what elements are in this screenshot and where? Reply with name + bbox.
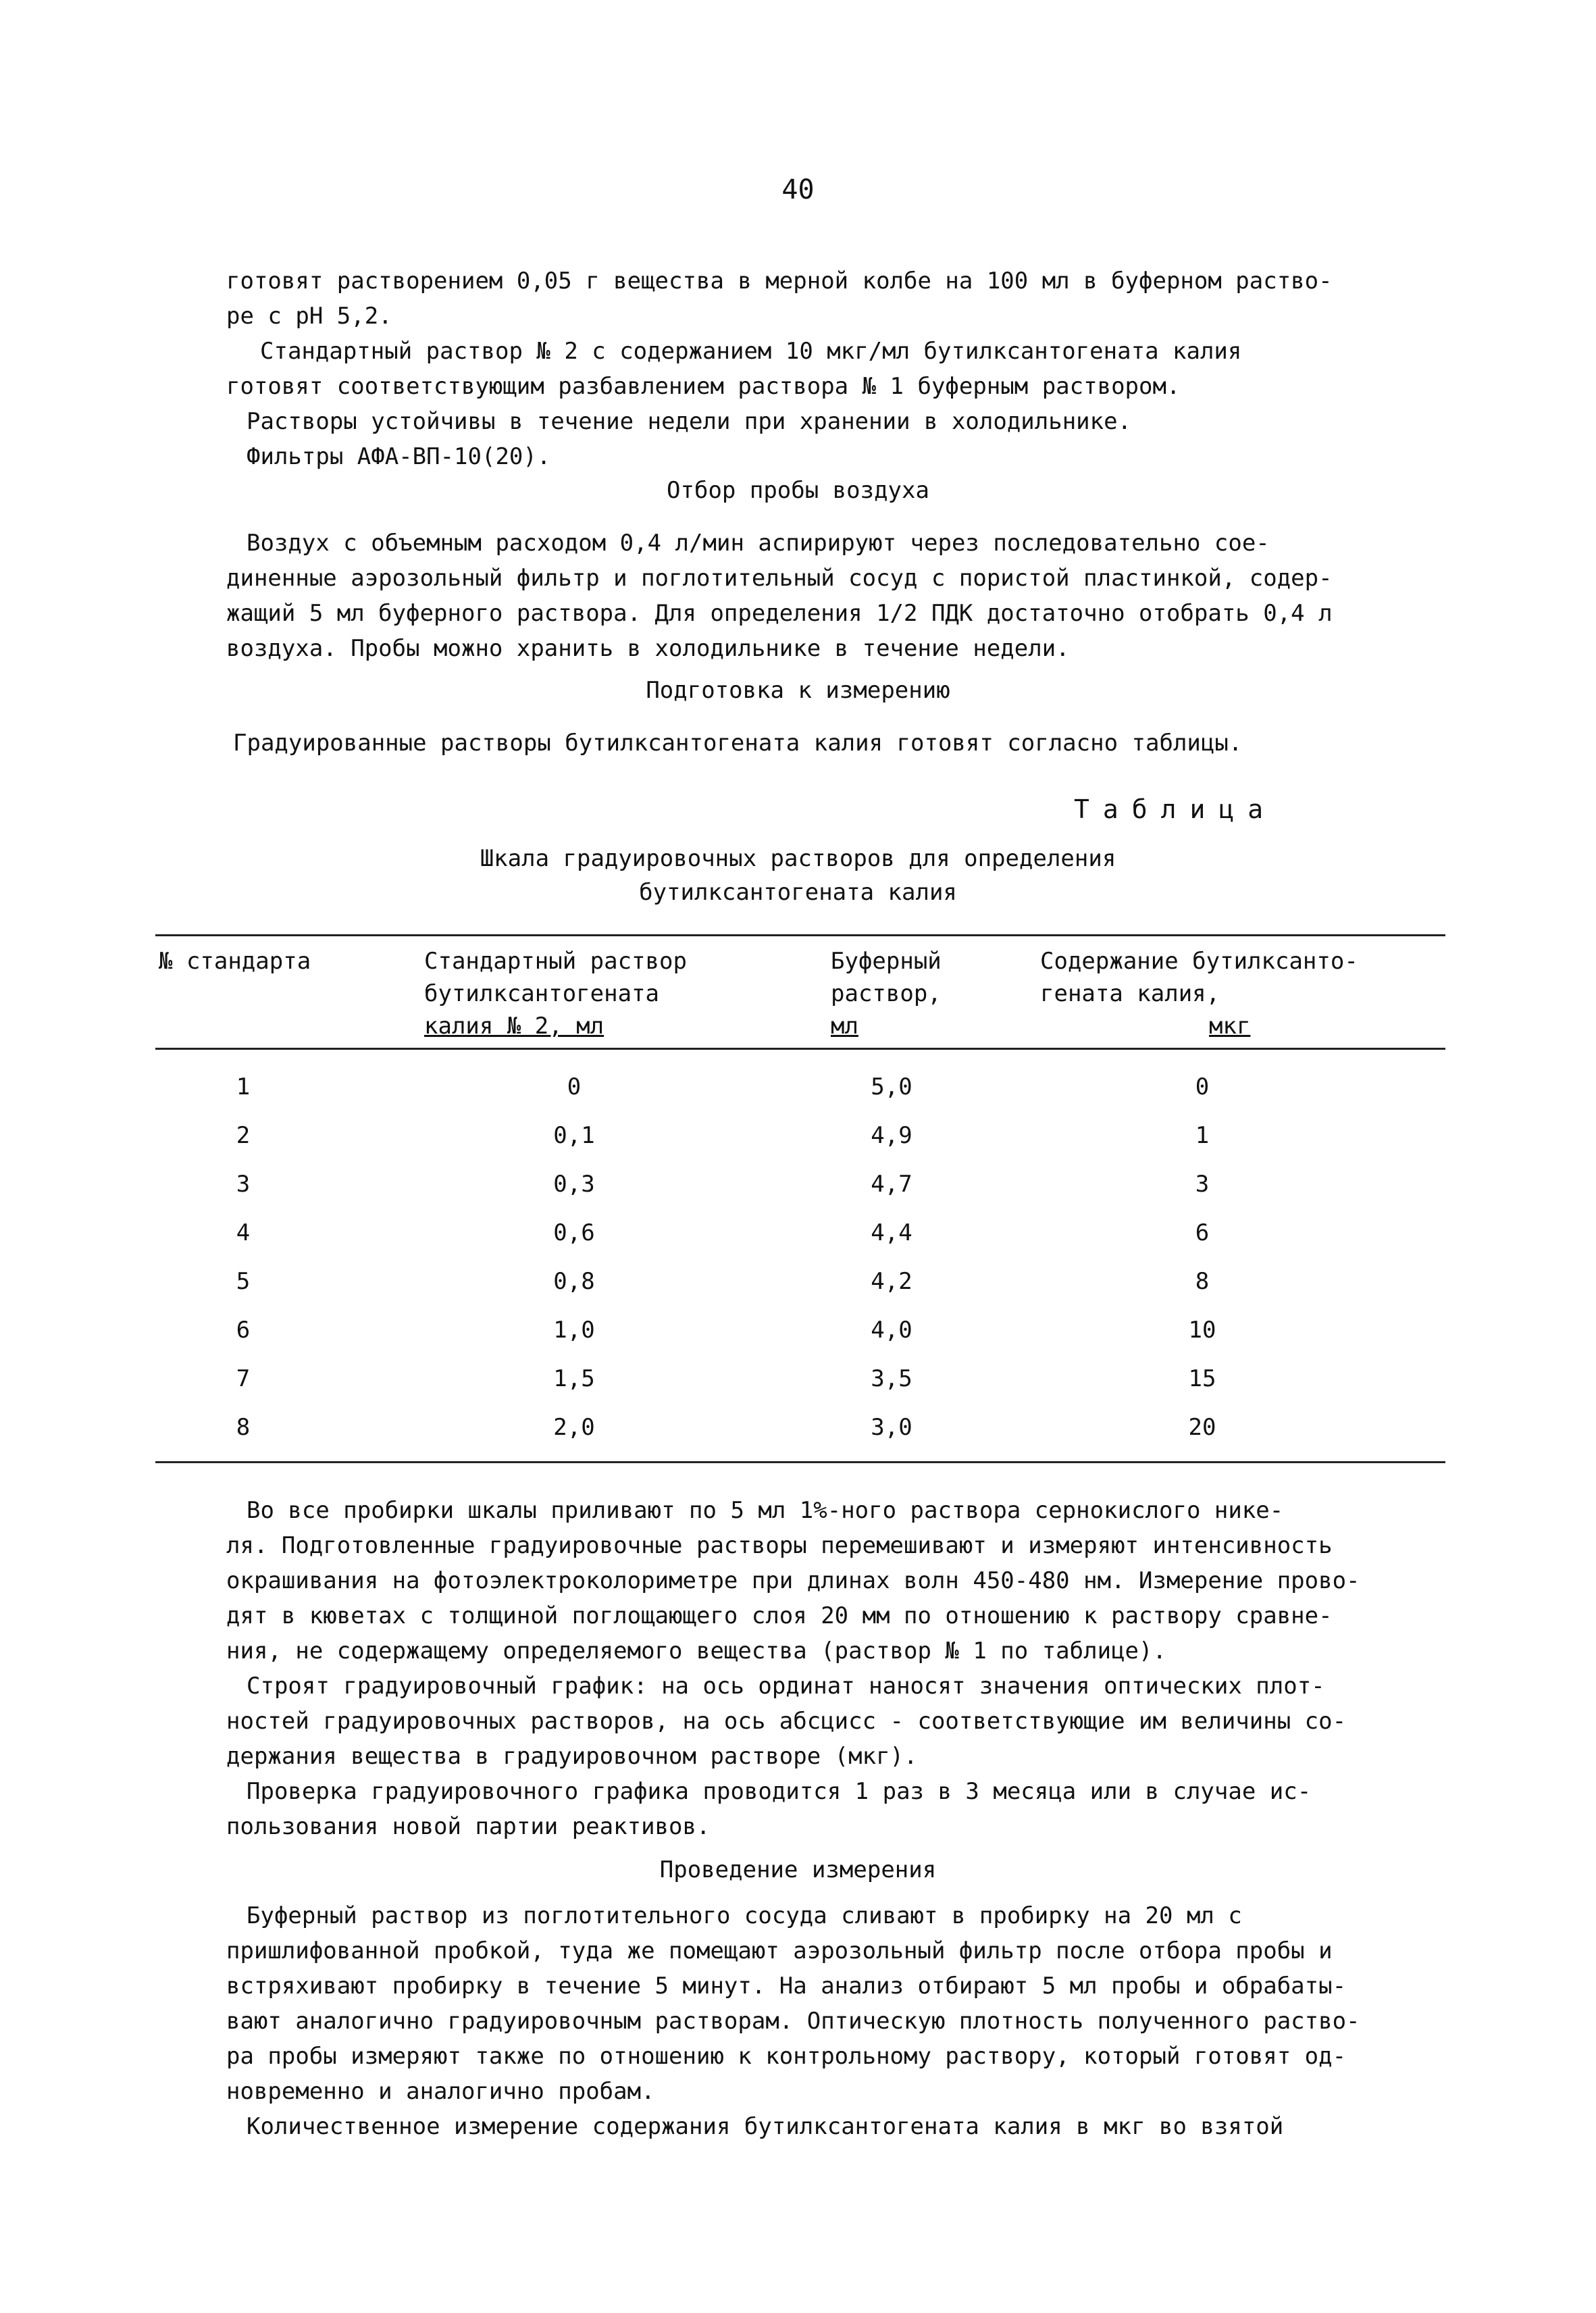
header-standard-solution-3: калия № 2, мл (424, 1013, 604, 1040)
measure-p2-line: Количественное измерение содержания бутилксантогената калия в мкг во взятой (247, 2113, 1284, 2140)
header-buffer-1: Буферный (831, 948, 942, 975)
cell-content: 15 (1188, 1365, 1216, 1392)
header-buffer-3: мл (831, 1013, 858, 1040)
cell-standard: 4 (236, 1219, 251, 1246)
cell-buffer: 4,7 (871, 1171, 912, 1198)
section-title-measurement: Проведение измерения (659, 1856, 937, 1883)
cell-standard: 3 (236, 1171, 251, 1198)
table-row (155, 1354, 1445, 1403)
header-standard-no: № стандарта (159, 948, 311, 975)
measure-line-6: новременно и аналогично пробам. (226, 2078, 655, 2105)
cell-standard-solution: 1,5 (553, 1365, 595, 1392)
intro-line-1: готовят растворением 0,05 г вещества в мерной колбе на 100 мл в буферном раство- (226, 268, 1333, 295)
cell-standard-solution: 0,6 (553, 1219, 595, 1246)
preparation-block (226, 726, 1442, 761)
measure-line-3: встряхивают пробирку в течение 5 минут. На анализ отбирают 5 мл пробы и обрабаты- (226, 1973, 1347, 2000)
intro-line-2: ре с рН 5,2. (226, 303, 392, 330)
after-p1-line-3: окрашивания на фотоэлектроколориметре при длинах волн 450-480 нм. Измерение прово- (226, 1567, 1360, 1594)
header-content-1: Содержание бутилксанто- (1040, 948, 1358, 975)
p3-line: Растворы устойчивы в течение недели при хранении в холодильнике. (247, 408, 1132, 435)
cell-buffer: 4,2 (871, 1268, 912, 1295)
measure-line-1: Буферный раствор из поглотительного сосуда сливают в пробирку на 20 мл с (247, 1902, 1242, 1929)
measure-line-4: вают аналогично градуировочным растворам. Оптическую плотность полученного раство- (226, 2008, 1360, 2035)
cell-standard: 8 (236, 1414, 251, 1441)
table-row (155, 1063, 1445, 1111)
after-p3-line-1: Проверка градуировочного графика проводится 1 раз в 3 месяца или в случае ис- (247, 1778, 1312, 1805)
p2-line-2: готовят соответствующим разбавлением раствора № 1 буферным раствором. (226, 373, 1181, 400)
header-content-2: гената калия, (1040, 980, 1220, 1007)
after-p3-line-2: пользования новой партии реактивов. (226, 1813, 711, 1840)
cell-content: 3 (1195, 1171, 1210, 1198)
after-p2-line-2: ностей градуировочных растворов, на ось абсцисс - соответствующие им величины со- (226, 1708, 1347, 1735)
sampling-line-4: воздуха. Пробы можно хранить в холодильнике в течение недели. (226, 635, 1070, 662)
table-row (155, 1306, 1445, 1354)
cell-standard: 2 (236, 1122, 251, 1149)
cell-standard-solution: 0,3 (553, 1171, 595, 1198)
p2-line-1: Стандартный раствор № 2 с содержанием 10 мкг/мл бутилксантогената калия (260, 338, 1242, 365)
measurement-block (226, 1898, 1442, 2144)
table-row (155, 1209, 1445, 1257)
cell-buffer: 4,4 (871, 1219, 912, 1246)
cell-content: 6 (1195, 1219, 1210, 1246)
after-p1-line-5: ния, не содержащему определяемого вещества (раствор № 1 по таблице). (226, 1637, 1166, 1664)
table-header-rule (155, 1048, 1445, 1050)
after-p2-line-3: держания вещества в градуировочном растворе (мкг). (226, 1743, 918, 1770)
cell-standard: 1 (236, 1073, 251, 1100)
cell-buffer: 4,0 (871, 1317, 912, 1344)
page-number: 40 (781, 174, 815, 205)
after-p1-line-1: Во все пробирки шкалы приливают по 5 мл 1%-ного раствора сернокислого нике- (247, 1497, 1284, 1524)
after-p2-line-1: Строят градуировочный график: на ось ординат наносят значения оптических плот- (247, 1673, 1325, 1700)
cell-standard: 7 (236, 1365, 251, 1392)
cell-standard-solution: 2,0 (553, 1414, 595, 1441)
intro-block (226, 263, 1442, 474)
section-title-preparation: Подготовка к измерению (646, 677, 950, 704)
header-content-3: мкг (1209, 1013, 1251, 1040)
cell-buffer: 5,0 (871, 1073, 912, 1100)
p4-line: Фильтры АФА-ВП-10(20). (247, 443, 551, 470)
table-row (155, 1257, 1445, 1306)
sampling-block (226, 526, 1442, 666)
cell-standard-solution: 0 (567, 1073, 582, 1100)
after-p1-line-4: дят в кюветах с толщиной поглощающего слоя 20 мм по отношению к раствору сравне- (226, 1602, 1333, 1629)
sampling-line-2: диненные аэрозольный фильтр и поглотительный сосуд с пористой пластинкой, содер- (226, 565, 1333, 592)
section-title-sampling: Отбор пробы воздуха (667, 477, 929, 504)
cell-standard-solution: 1,0 (553, 1317, 595, 1344)
cell-buffer: 4,9 (871, 1122, 912, 1149)
header-buffer-2: раствор, (831, 980, 942, 1007)
header-standard-solution-2: бутилксантогената (424, 980, 659, 1007)
table-top-rule (155, 934, 1445, 936)
cell-buffer: 3,5 (871, 1365, 912, 1392)
cell-standard: 5 (236, 1268, 251, 1295)
cell-standard-solution: 0,1 (553, 1122, 595, 1149)
measure-line-5: ра пробы измеряют также по отношению к контрольному раствору, который готовят од- (226, 2043, 1347, 2070)
cell-buffer: 3,0 (871, 1414, 912, 1441)
cell-standard-solution: 0,8 (553, 1268, 595, 1295)
cell-standard: 6 (236, 1317, 251, 1344)
table-row (155, 1160, 1445, 1209)
table-row (155, 1111, 1445, 1160)
sampling-line-3: жащий 5 мл буферного раствора. Для определения 1/2 ПДК достаточно отобрать 0,4 л (226, 600, 1333, 627)
table-row (155, 1403, 1445, 1452)
table-caption-line-2: бутилксантогената калия (639, 879, 957, 906)
cell-content: 8 (1195, 1268, 1210, 1295)
table-label: Таблица (1074, 794, 1277, 824)
sampling-line-1: Воздух с объемным расходом 0,4 л/мин аспирируют через последовательно сое- (247, 530, 1270, 557)
table-caption-line-1: Шкала градуировочных растворов для определения (480, 845, 1116, 872)
after-p1-line-2: ля. Подготовленные градуировочные растворы перемешивают и измеряют интенсивность (226, 1532, 1333, 1559)
after-table-block (226, 1493, 1442, 1844)
table-bottom-rule (155, 1461, 1445, 1463)
cell-content: 1 (1195, 1122, 1210, 1149)
header-standard-solution-1: Стандартный раствор (424, 948, 687, 975)
cell-content: 20 (1188, 1414, 1216, 1441)
cell-content: 10 (1188, 1317, 1216, 1344)
cell-content: 0 (1195, 1073, 1210, 1100)
preparation-line: Градуированные растворы бутилксантогената калия готовят согласно таблицы. (233, 730, 1243, 757)
measure-line-2: пришлифованной пробкой, туда же помещают аэрозольный фильтр после отбора пробы и (226, 1937, 1333, 1964)
